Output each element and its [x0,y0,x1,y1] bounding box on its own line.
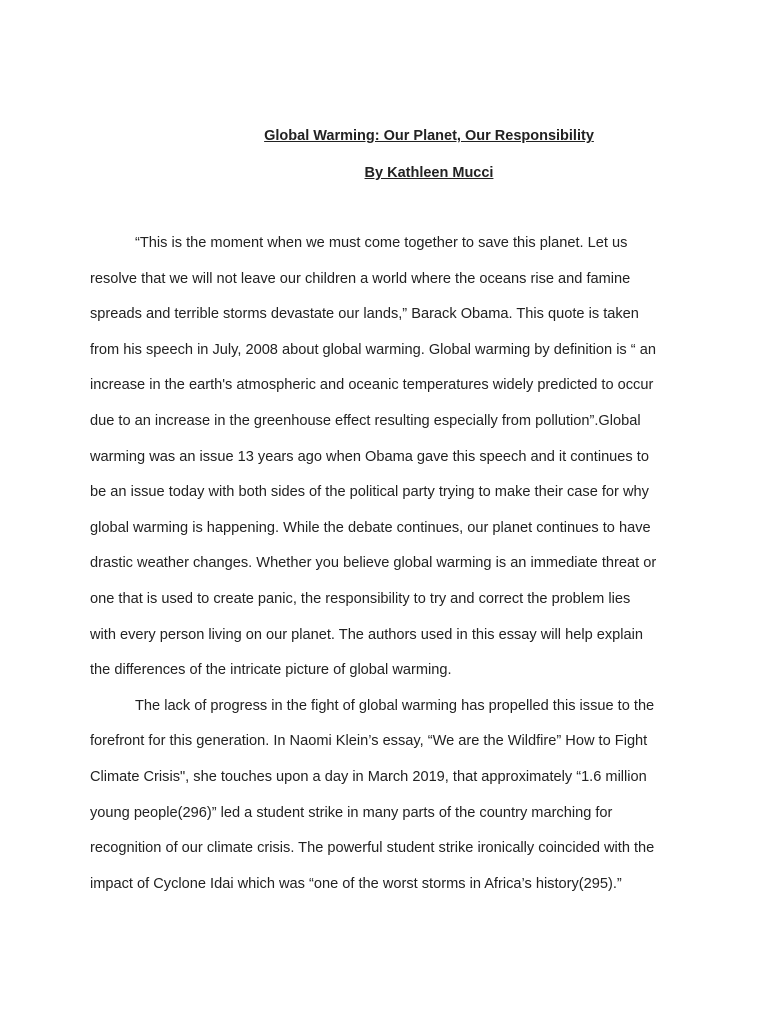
paragraph-2 [90,689,682,903]
paragraph-line: drastic weather changes. Whether you believe global warming is an immediate threat or [90,555,657,572]
document-byline: By Kathleen Mucci [364,165,494,181]
paragraph-line: one that is used to create panic, the responsibility to try and correct the problem lies [90,590,631,607]
paragraph-line: The lack of progress in the fight of global warming has propelled this issue to the [135,697,655,714]
paragraph-line: impact of Cyclone Idai which was “one of the worst storms in Africa’s history(295).” [90,875,622,892]
paragraph-line: from his speech in July, 2008 about global warming. Global warming by definition is “ an [90,341,656,358]
document-body [90,226,682,902]
document-title: Global Warming: Our Planet, Our Responsibility [264,128,594,144]
paragraph-line: recognition of our climate crisis. The powerful student strike ironically coincided with the [90,840,655,857]
paragraph-line: due to an increase in the greenhouse effect resulting especially from pollution”.Global [90,412,641,429]
paragraph-line: spreads and terrible storms devastate our lands,” Barack Obama. This quote is taken [90,306,639,323]
paragraph-line: forefront for this generation. In Naomi Klein’s essay, “We are the Wildfire” How to Fight [90,733,648,750]
paragraph-line: “This is the moment when we must come together to save this planet. Let us [135,235,628,251]
paragraph-line: with every person living on our planet. The authors used in this essay will help explain [90,626,643,643]
paragraph-line: warming was an issue 13 years ago when Obama gave this speech and it continues to [90,448,649,465]
paragraph-line: global warming is happening. While the debate continues, our planet continues to have [90,519,651,536]
paragraph-line: young people(296)” led a student strike in many parts of the country marching for [90,804,613,821]
paragraph-1 [90,226,682,689]
paragraph-line: the differences of the intricate picture of global warming. [90,662,452,679]
paragraph-line: resolve that we will not leave our children a world where the oceans rise and famine [90,270,631,287]
paragraph-line: be an issue today with both sides of the political party trying to make their case for why [90,484,649,501]
paragraph-line: increase in the earth's atmospheric and oceanic temperatures widely predicted to occur [90,377,654,394]
paragraph-line: Climate Crisis", she touches upon a day in March 2019, that approximately “1.6 million [90,768,647,785]
